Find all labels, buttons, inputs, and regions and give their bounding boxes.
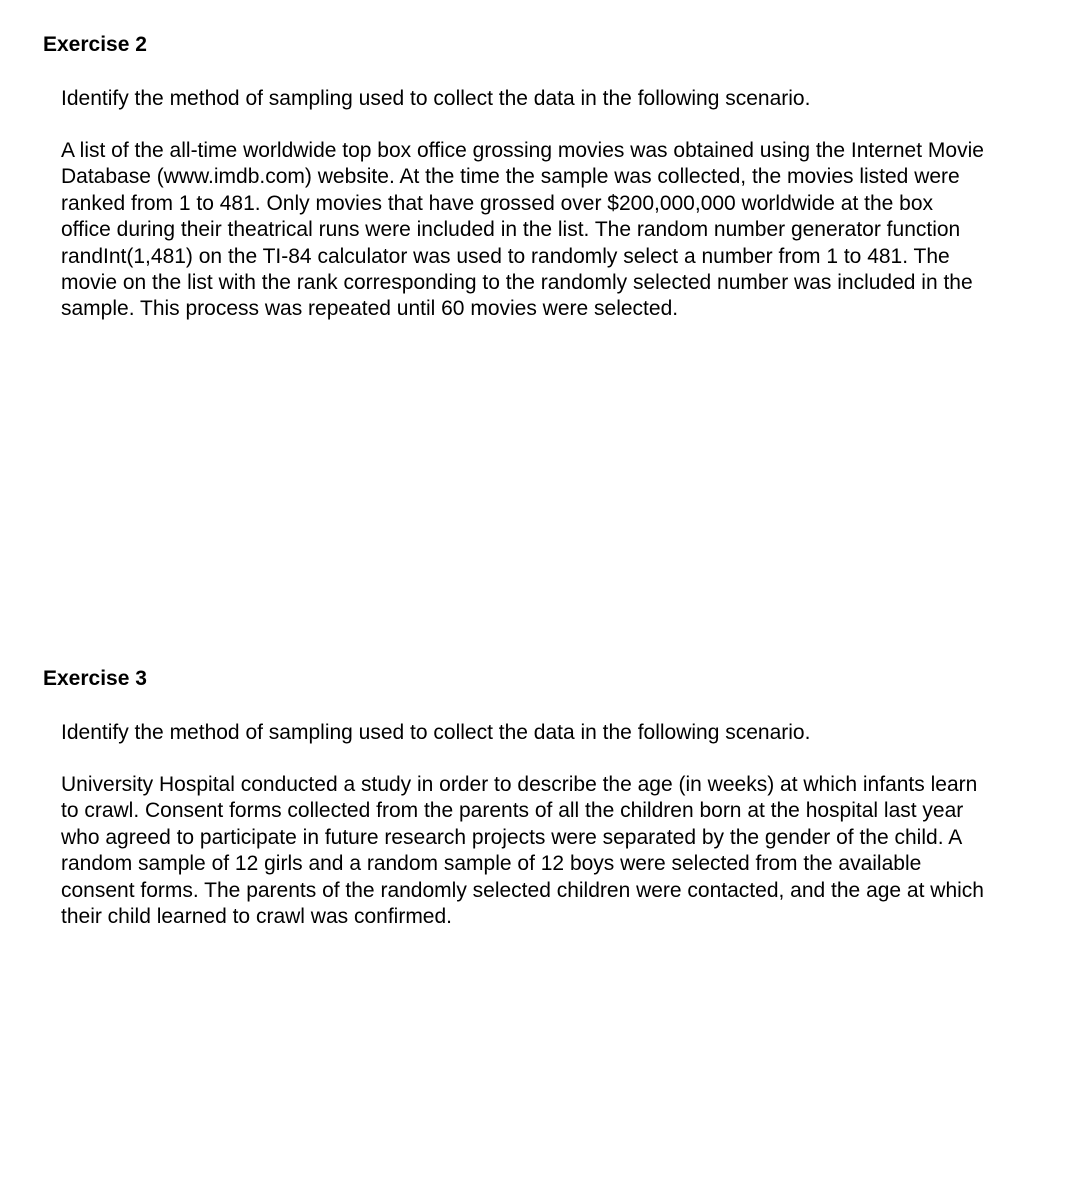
scenario-line: office during their theatrical runs were included in the list. The random number generator function — [61, 218, 961, 242]
scenario-line: random sample of 12 girls and a random sample of 12 boys were selected from the available — [61, 852, 922, 876]
scenario-line: sample. This process was repeated until 60 movies were selected. — [61, 297, 679, 321]
scenario-line: Database (www.imdb.com) website. At the time the sample was collected, the movies listed were — [61, 165, 960, 189]
scenario-line: A list of the all-time worldwide top box office grossing movies was obtained using the Internet Movie — [61, 139, 984, 162]
exercise-2-prompt: Identify the method of sampling used to collect the data in the following scenario. — [61, 87, 811, 110]
scenario-line: their child learned to crawl was confirmed. — [61, 905, 453, 929]
scenario-line: consent forms. The parents of the randomly selected children were contacted, and the age at which — [61, 878, 984, 902]
exercise-3-title: Exercise 3 — [43, 667, 147, 690]
scenario-line: who agreed to participate in future research projects were separated by the gender of the child. A — [61, 825, 963, 849]
exercise-3-scenario — [61, 772, 984, 930]
exercise-3-prompt: Identify the method of sampling used to collect the data in the following scenario. — [61, 721, 811, 744]
scenario-line: University Hospital conducted a study in order to describe the age (in weeks) at which infants learn — [61, 773, 978, 796]
scenario-line: to crawl. Consent forms collected from the parents of all the children born at the hospital last year — [61, 799, 964, 823]
exercise-2-title: Exercise 2 — [43, 33, 147, 56]
scenario-line: randInt(1,481) on the TI-84 calculator was used to randomly select a number from 1 to 481. The — [61, 244, 950, 268]
exercise-2-scenario — [61, 138, 984, 323]
scenario-line: ranked from 1 to 481. Only movies that have grossed over $200,000,000 worldwide at the box — [61, 191, 934, 215]
scenario-line: movie on the list with the rank corresponding to the randomly selected number was included in the — [61, 271, 973, 295]
